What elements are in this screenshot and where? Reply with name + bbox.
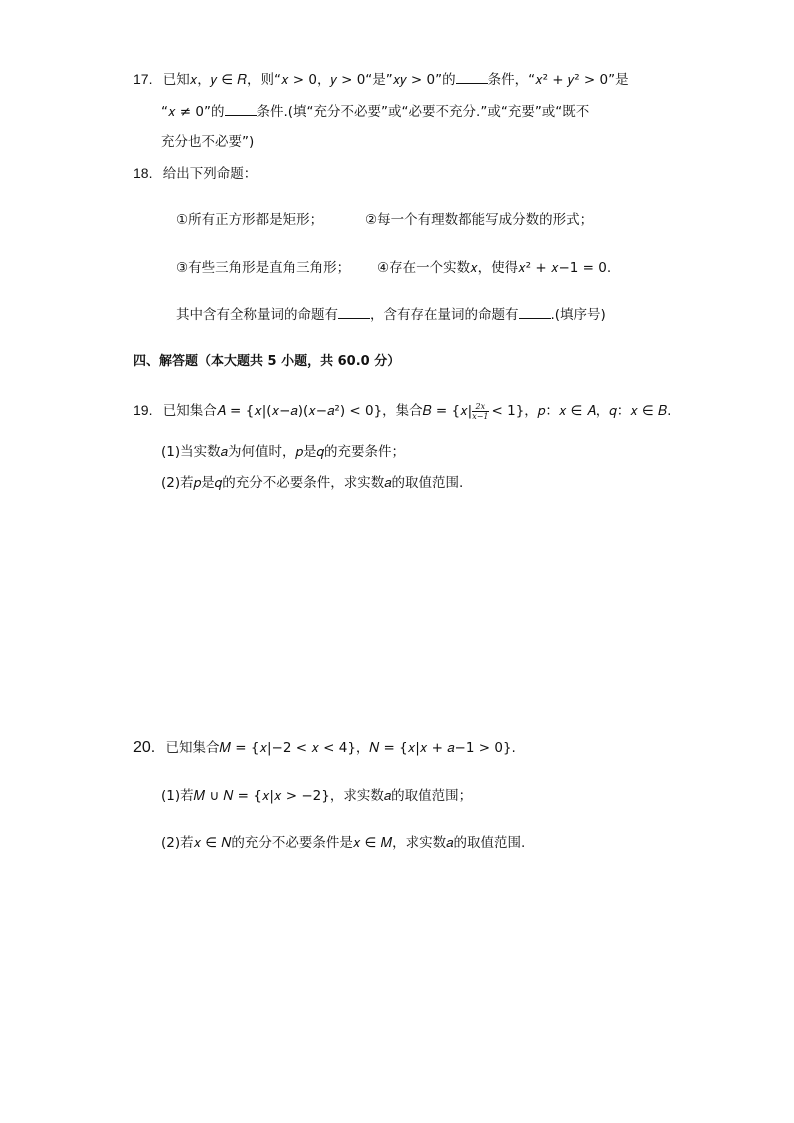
question-19 — [133, 399, 671, 421]
question-19-part1: (1)当实数𝑎为何值时，𝑝是𝑞的充要条件； — [161, 444, 406, 460]
proposition-3: ③有些三角形是直角三角形； — [176, 260, 351, 276]
question-19-part2: (2)若𝑝是𝑞的充分不必要条件，求实数𝑎的取值范围. — [161, 475, 464, 491]
question-text: < 1}，𝑝：𝑥 ∈ 𝐴，𝑞：𝑥 ∈ 𝐵. — [491, 403, 672, 419]
question-number: 18. — [133, 165, 153, 181]
question-20-part2: (2)若𝑥 ∈ 𝑁的充分不必要条件是𝑥 ∈ 𝑀，求实数𝑎的取值范围. — [161, 835, 526, 851]
question-text: 其中含有全称量词的命题有 — [176, 307, 338, 323]
answer-blank[interactable] — [519, 307, 551, 319]
question-text: 条件，“𝑥² + 𝑦² > 0”是 — [487, 72, 629, 88]
question-17 — [133, 68, 629, 88]
answer-blank[interactable] — [338, 307, 370, 319]
section-heading: 四、解答题（本大题共 5 小题，共 60.0 分） — [133, 354, 401, 369]
question-18 — [133, 162, 257, 182]
question-text: 条件.(填“充分不必要”或“必要不充分.”或“充要”或“既不 — [256, 104, 590, 120]
question-number: 17. — [133, 71, 153, 87]
answer-blank[interactable] — [225, 104, 257, 116]
fraction-numerator: 2𝑥 — [472, 402, 488, 412]
question-text: .(填序号) — [550, 307, 606, 323]
question-text: “𝑥 ≠ 0”的 — [161, 104, 225, 120]
fraction-denominator: 𝑥−1 — [472, 411, 489, 421]
question-17-line2 — [161, 100, 589, 120]
question-text: 给出下列命题： — [162, 166, 258, 182]
proposition-2: ②每一个有理数都能写成分数的形式； — [365, 212, 594, 228]
question-number: 19. — [133, 402, 153, 418]
question-20 — [133, 736, 516, 757]
proposition-1: ①所有正方形都是矩形； — [176, 212, 324, 228]
question-text: 已知𝑥，𝑦 ∈ 𝑅，则“𝑥 > 0，𝑦 > 0“是”𝑥𝑦 > 0”的 — [162, 72, 456, 88]
question-18-tail — [176, 303, 606, 323]
question-17-line3: 充分也不必要”) — [161, 134, 255, 150]
question-text: 已知集合𝑀 = {𝑥|−2 < 𝑥 < 4}，𝑁 = {𝑥|𝑥 + 𝑎−1 > 0}. — [165, 740, 516, 756]
question-text: ，含有存在量词的命题有 — [370, 307, 519, 323]
question-20-part1: (1)若𝑀 ∪ 𝑁 = {𝑥|𝑥 > −2}，求实数𝑎的取值范围； — [161, 788, 473, 804]
fraction — [472, 402, 488, 421]
answer-blank[interactable] — [456, 72, 488, 84]
question-number: 20. — [133, 739, 156, 756]
proposition-4: ④存在一个实数𝑥，使得𝑥² + 𝑥−1 = 0. — [377, 260, 612, 276]
question-text: 已知集合𝐴 = {𝑥|(𝑥−𝑎)(𝑥−𝑎²) < 0}，集合𝐵 = {𝑥| — [162, 403, 473, 419]
